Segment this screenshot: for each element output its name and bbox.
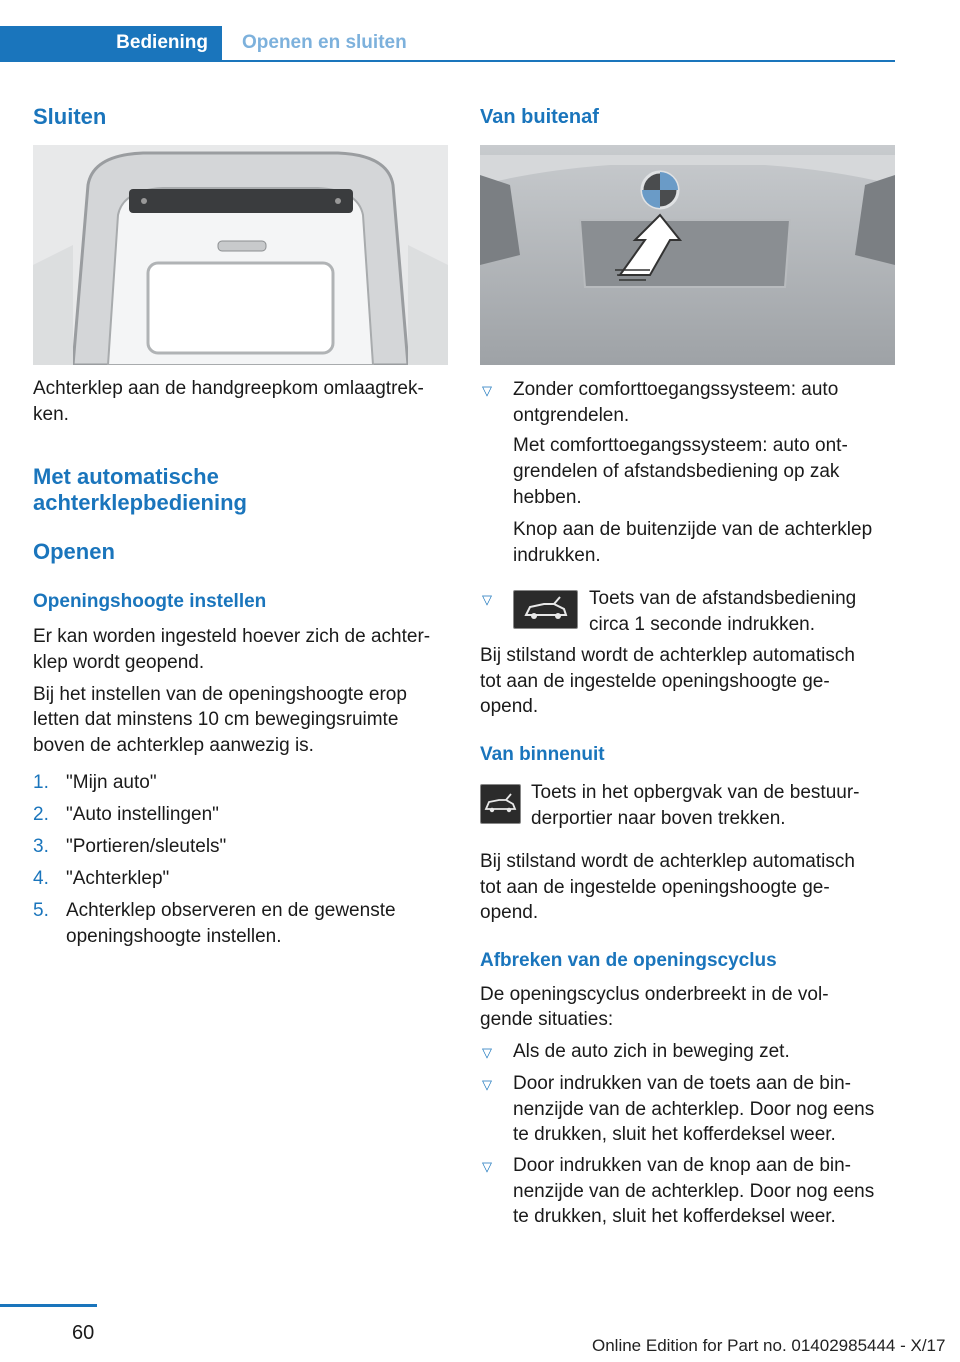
text-b1g: indrukken. <box>513 545 601 566</box>
step-text: "Mijn auto" <box>66 772 157 793</box>
caption-sluiten-1: Achterklep aan de handgreepkom omlaagtrek- <box>33 378 424 399</box>
text-p2c: boven de achterklep aanwezig is. <box>33 735 314 756</box>
tab-bediening[interactable]: Bediening <box>0 26 222 60</box>
text-p1a: Er kan worden ingesteld hoever zich de achter- <box>33 626 431 647</box>
text-c3b: nenzijde van de achterklep. Door nog eens <box>513 1181 875 1202</box>
heading-van-binnenuit: Van binnenuit <box>480 744 605 765</box>
step-number: 3. <box>33 836 49 857</box>
step-text: "Achterklep" <box>66 868 170 889</box>
text-b2a: Toets van de afstandsbediening <box>589 588 857 609</box>
heading-auto-2: achterklepbediening <box>33 490 247 515</box>
tailgate-interior-image <box>33 145 448 365</box>
tailgate-interior-button-icon <box>480 784 521 824</box>
text-bi-b: derportier naar boven trekken. <box>531 808 786 829</box>
step-number: 5. <box>33 900 49 921</box>
step-text: openingshoogte instellen. <box>66 926 282 947</box>
page-number: 60 <box>72 1322 95 1344</box>
heading-van-buitenaf: Van buitenaf <box>480 106 599 128</box>
text-p4c: opend. <box>480 902 539 923</box>
text-b1f: Knop aan de buitenzijde van de achterklep <box>513 519 873 540</box>
text-b1a: Zonder comforttoegangssysteem: auto <box>513 379 839 400</box>
heading-sluiten: Sluiten <box>33 104 107 129</box>
rear-license-plate-image <box>480 145 895 365</box>
edition-footer: Online Edition for Part no. 01402985444 - X/17 <box>592 1336 946 1355</box>
text-bi-a: Toets in het opbergvak van de bestuur- <box>531 782 860 803</box>
text-p4b: tot aan de ingestelde openingshoogte ge- <box>480 877 830 898</box>
bullet-triangle-icon: ▽ <box>482 383 492 398</box>
text-c3c: te drukken, sluit het kofferdeksel weer. <box>513 1206 836 1227</box>
step-text: Achterklep observeren en de gewenste <box>66 900 396 921</box>
text-p1b: klep wordt geopend. <box>33 652 205 673</box>
text-p3a: Bij stilstand wordt de achterklep automatisch <box>480 645 855 666</box>
text-p5a: De openingscyclus onderbreekt in de vol- <box>480 984 829 1005</box>
heading-openingshoogte: Openingshoogte instellen <box>33 591 267 612</box>
text-b1d: grendelen of afstandsbediening op zak <box>513 461 840 482</box>
heading-openen: Openen <box>33 539 115 564</box>
text-p4a: Bij stilstand wordt de achterklep automatisch <box>480 851 855 872</box>
caption-sluiten-2: ken. <box>33 404 69 425</box>
step-text: "Auto instellingen" <box>66 804 219 825</box>
text-b1e: hebben. <box>513 487 582 508</box>
text-p3c: opend. <box>480 696 539 717</box>
tailgate-button-icon <box>513 590 578 629</box>
text-p2b: letten dat minstens 10 cm bewegingsruimte <box>33 709 399 730</box>
text-c2a: Door indrukken van de toets aan de bin- <box>513 1073 851 1094</box>
text-c2b: nenzijde van de achterklep. Door nog eens <box>513 1099 875 1120</box>
heading-auto-1: Met automatische <box>33 464 219 489</box>
tab-openen-en-sluiten[interactable]: Openen en sluiten <box>242 32 407 53</box>
text-p2a: Bij het instellen van de openingshoogte erop <box>33 684 407 705</box>
bullet-triangle-icon: ▽ <box>482 592 492 607</box>
header <box>0 0 895 62</box>
header-rule <box>0 60 895 62</box>
text-c2c: te drukken, sluit het kofferdeksel weer. <box>513 1124 836 1145</box>
text-b1b: ontgrendelen. <box>513 405 630 426</box>
step-number: 2. <box>33 804 49 825</box>
text-b1c: Met comforttoegangssysteem: auto ont- <box>513 435 848 456</box>
step-text: "Portieren/sleutels" <box>66 836 227 857</box>
text-p5b: gende situaties: <box>480 1009 614 1030</box>
bullet-triangle-icon: ▽ <box>482 1045 492 1060</box>
step-number: 1. <box>33 772 49 793</box>
text-b2b: circa 1 seconde indrukken. <box>589 614 816 635</box>
footer-rule <box>0 1304 97 1307</box>
text-c1: Als de auto zich in beweging zet. <box>513 1041 790 1062</box>
text-p3b: tot aan de ingestelde openingshoogte ge- <box>480 671 830 692</box>
bullet-triangle-icon: ▽ <box>482 1159 492 1174</box>
heading-afbreken: Afbreken van de openingscyclus <box>480 950 777 971</box>
bullet-triangle-icon: ▽ <box>482 1077 492 1092</box>
step-number: 4. <box>33 868 49 889</box>
text-c3a: Door indrukken van de knop aan de bin- <box>513 1155 852 1176</box>
